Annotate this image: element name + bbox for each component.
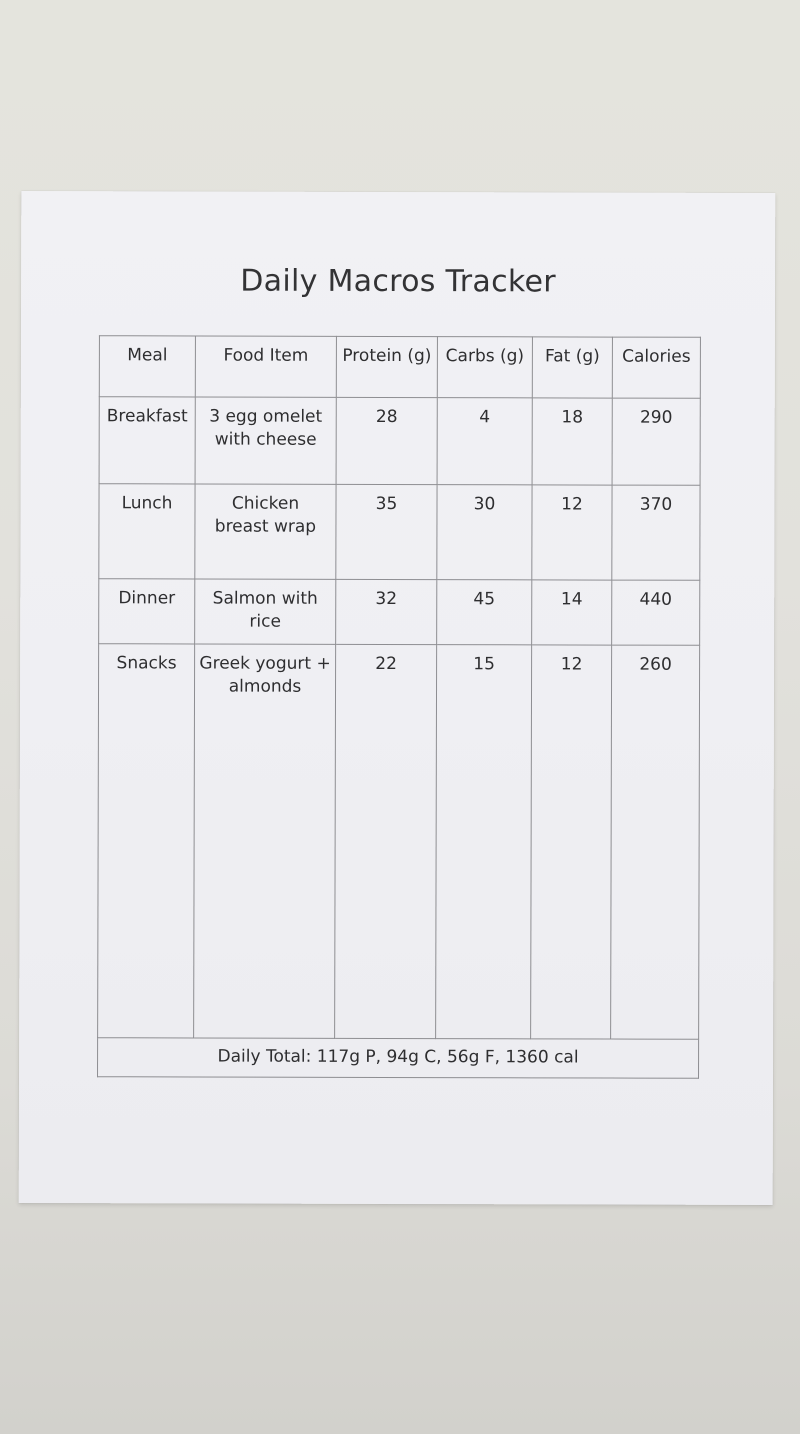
total-row xyxy=(98,1038,699,1079)
meal-cell: Lunch xyxy=(99,484,195,579)
table-row xyxy=(99,397,700,486)
table-row xyxy=(99,484,700,581)
column-header-protein: Protein (g) xyxy=(336,336,437,397)
fat-cell: 12 xyxy=(532,485,612,580)
meal-cell: Breakfast xyxy=(99,397,195,484)
food-item-line: Greek yogurt + xyxy=(199,653,331,674)
protein-cell: 22 xyxy=(335,644,437,1038)
daily-total-cell: Daily Total: 117g P, 94g C, 56g F, 1360 cal xyxy=(98,1038,699,1079)
table-row xyxy=(99,579,700,646)
column-header-carbs: Carbs (g) xyxy=(437,337,532,398)
calories-cell: 290 xyxy=(612,398,700,485)
meal-cell: Dinner xyxy=(99,579,195,644)
calories-cell: 260 xyxy=(611,645,700,1039)
calories-cell: 370 xyxy=(612,485,700,580)
printed-sheet xyxy=(19,191,776,1205)
food-item-line: breast wrap xyxy=(214,516,317,537)
food-item-line: Chicken xyxy=(231,493,300,514)
food-item-cell xyxy=(195,484,336,579)
page-title: Daily Macros Tracker xyxy=(240,263,556,300)
column-header-food-item: Food Item xyxy=(195,336,336,397)
column-header-calories: Calories xyxy=(612,337,700,398)
food-item-line: Salmon with xyxy=(212,588,318,609)
food-item-line: with cheese xyxy=(214,429,317,450)
food-item-line: almonds xyxy=(228,676,302,697)
column-header-fat: Fat (g) xyxy=(532,337,612,398)
fat-cell: 18 xyxy=(532,398,612,485)
protein-cell: 28 xyxy=(336,397,437,484)
column-header-meal: Meal xyxy=(99,336,195,397)
protein-cell: 35 xyxy=(336,484,437,579)
carbs-cell: 15 xyxy=(436,645,532,1039)
carbs-cell: 4 xyxy=(437,398,532,485)
meal-cell: Snacks xyxy=(98,644,195,1038)
fat-cell: 14 xyxy=(532,580,612,645)
food-item-cell xyxy=(194,644,336,1038)
table-header-row xyxy=(99,336,700,399)
calories-cell: 440 xyxy=(612,580,700,645)
table-row xyxy=(98,644,700,1040)
macros-table xyxy=(97,335,701,1079)
protein-cell: 32 xyxy=(336,579,437,644)
food-item-line: rice xyxy=(249,611,281,632)
carbs-cell: 45 xyxy=(437,580,532,645)
food-item-cell xyxy=(195,579,336,644)
fat-cell: 12 xyxy=(531,645,612,1039)
food-item-cell xyxy=(195,397,336,484)
carbs-cell: 30 xyxy=(437,485,532,580)
food-item-line: 3 egg omelet xyxy=(209,406,323,427)
